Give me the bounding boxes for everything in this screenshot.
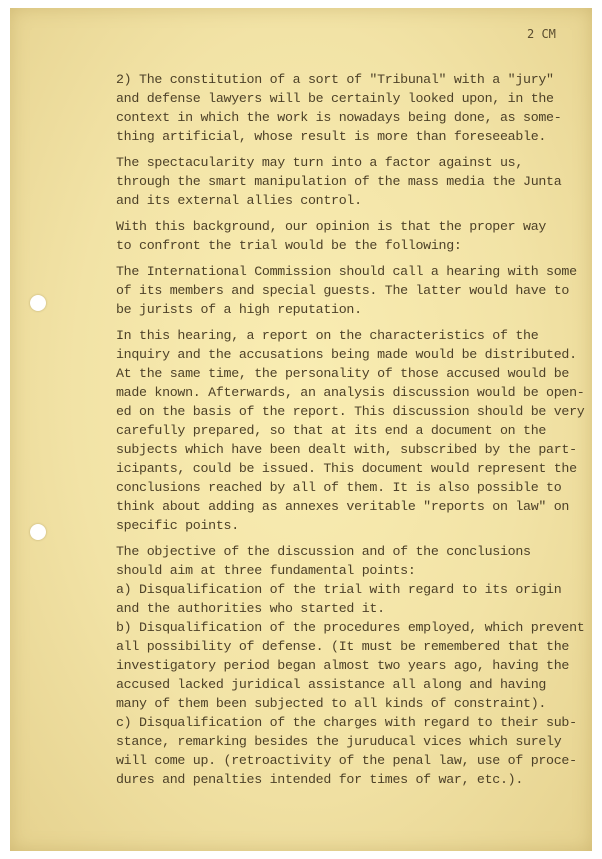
paragraph-gap <box>116 535 586 542</box>
paragraph <box>116 217 586 255</box>
text-line: At the same time, the personality of those accused would be <box>116 366 570 381</box>
text-line: should aim at three fundamental points: <box>116 563 416 578</box>
paragraph-gap <box>116 146 586 153</box>
text-line: thing artificial, whose result is more than foreseeable. <box>116 129 547 144</box>
document-page <box>10 8 592 851</box>
text-line: dures and penalties intended for times of war, etc.). <box>116 772 524 787</box>
text-line: In this hearing, a report on the characteristics of the <box>116 328 539 343</box>
paragraph <box>116 542 586 789</box>
text-line: a) Disqualification of the trial with regard to its origin <box>116 582 562 597</box>
text-line: through the smart manipulation of the mass media the Junta <box>116 174 562 189</box>
text-line: accused lacked juridical assistance all along and having <box>116 677 547 692</box>
text-line: and its external allies control. <box>116 193 362 208</box>
text-line: inquiry and the accusations being made would be distributed. <box>116 347 577 362</box>
text-line: think about adding as annexes veritable "reports on law" on <box>116 499 570 514</box>
text-line: specific points. <box>116 518 239 533</box>
text-line: all possibility of defense. (It must be remembered that the <box>116 639 570 654</box>
text-line: and the authorities who started it. <box>116 601 385 616</box>
text-line: The spectacularity may turn into a factor against us, <box>116 155 524 170</box>
punch-hole <box>30 295 46 311</box>
text-line: ed on the basis of the report. This discussion should be very <box>116 404 585 419</box>
text-line: context in which the work is nowadays being done, as some- <box>116 110 562 125</box>
text-line: subjects which have been dealt with, subscribed by the part- <box>116 442 577 457</box>
text-line: stance, remarking besides the juruducal vices which surely <box>116 734 562 749</box>
text-line: carefully prepared, so that at its end a document on the <box>116 423 547 438</box>
text-line: conclusions reached by all of them. It is also possible to <box>116 480 562 495</box>
text-line: and defense lawyers will be certainly looked upon, in the <box>116 91 554 106</box>
paragraph <box>116 262 586 319</box>
paragraph-gap <box>116 319 586 326</box>
paragraph-gap <box>116 255 586 262</box>
punch-hole <box>30 524 46 540</box>
text-line: made known. Afterwards, an analysis discussion would be open- <box>116 385 585 400</box>
text-line: The objective of the discussion and of the conclusions <box>116 544 531 559</box>
text-line: to confront the trial would be the following: <box>116 238 462 253</box>
paragraph <box>116 326 586 535</box>
text-line: b) Disqualification of the procedures employed, which prevent <box>116 620 585 635</box>
text-line: of its members and special guests. The latter would have to <box>116 283 570 298</box>
text-line: c) Disqualification of the charges with regard to their sub- <box>116 715 577 730</box>
paragraph <box>116 70 586 146</box>
text-line: 2) The constitution of a sort of "Tribunal" with a "jury" <box>116 72 554 87</box>
text-line: be jurists of a high reputation. <box>116 302 362 317</box>
text-line: With this background, our opinion is that the proper way <box>116 219 547 234</box>
typewritten-body <box>116 70 586 789</box>
text-line: icipants, could be issued. This document would represent the <box>116 461 577 476</box>
paragraph-gap <box>116 210 586 217</box>
paragraph <box>116 153 586 210</box>
text-line: will come up. (retroactivity of the penal law, use of proce- <box>116 753 577 768</box>
text-line: many of them been subjected to all kinds of constraint). <box>116 696 547 711</box>
text-line: investigatory period began almost two years ago, having the <box>116 658 570 673</box>
page-number: 2 CM <box>527 27 556 41</box>
text-line: The International Commission should call a hearing with some <box>116 264 577 279</box>
